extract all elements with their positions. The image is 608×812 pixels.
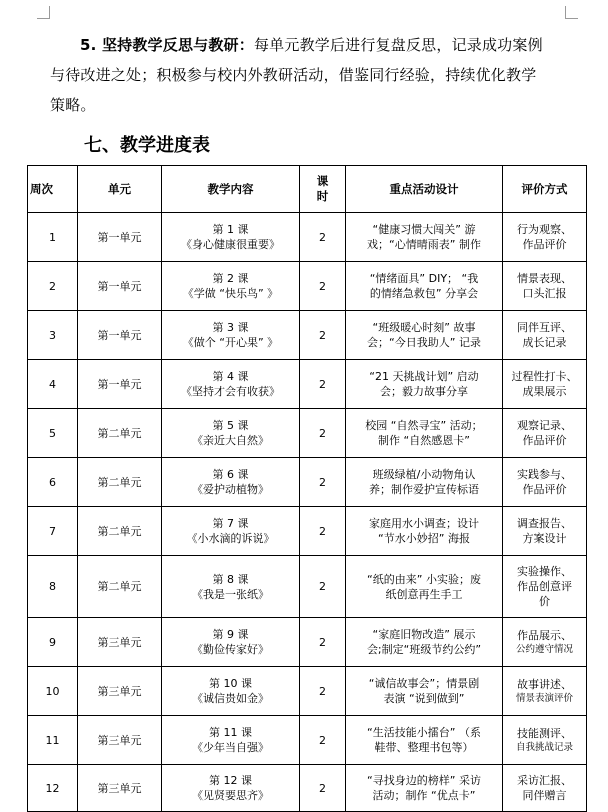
- lesson-title: 《小水滴的诉说》: [186, 532, 275, 545]
- header-hours: 课 时: [300, 166, 346, 213]
- cell-week: 9: [28, 618, 78, 667]
- cell-content: [162, 556, 300, 618]
- evaluation-line1: 技能测评、: [517, 726, 572, 740]
- header-activity: 重点活动设计: [346, 166, 503, 213]
- cell-hours: 2: [300, 458, 346, 507]
- table-row: [28, 409, 587, 458]
- lesson-title: 《勤俭传家好》: [192, 643, 269, 656]
- cell-activity: [346, 556, 503, 618]
- evaluation-line1: 行为观察、: [517, 223, 572, 236]
- activity-line1: “情绪面具” DIY； “我: [369, 272, 479, 285]
- lesson-number: 第 5 课: [212, 419, 249, 432]
- activity-line1: “21 天挑战计划” 启动: [369, 370, 479, 383]
- section-5-lead: 5. 坚持教学反思与教研：: [80, 36, 254, 54]
- evaluation-line1: 情景表现、: [517, 272, 572, 285]
- activity-line1: “班级暖心时刻” 故事: [372, 321, 476, 334]
- cell-hours: 2: [300, 213, 346, 262]
- evaluation-line2: 公约遵守情况: [515, 643, 573, 655]
- lesson-number: 第 7 课: [212, 517, 249, 530]
- activity-line2: 鞋带、整理书包等）: [374, 741, 474, 754]
- cell-hours: 2: [300, 262, 346, 311]
- lesson-title: 《爱护动植物》: [192, 483, 269, 496]
- evaluation-line2: 口头汇报: [522, 287, 567, 300]
- cell-activity: [346, 360, 503, 409]
- lesson-title: 《身心健康很重要》: [181, 238, 280, 251]
- header-unit: 单元: [78, 166, 162, 213]
- lesson-number: 第 12 课: [209, 774, 252, 787]
- activity-line1: “寻找身边的榜样” 采访: [367, 774, 481, 787]
- activity-line1: 家庭用水小调查；设计: [369, 517, 479, 530]
- section-5-line2: 与待改进之处；积极参与校内外教研活动，借鉴同行经验，持续优化教学: [50, 66, 537, 84]
- cell-content: [162, 360, 300, 409]
- cell-hours: 2: [300, 507, 346, 556]
- activity-line1: “健康习惯大闯关” 游: [372, 223, 476, 236]
- cell-week: 7: [28, 507, 78, 556]
- evaluation-line2: 同伴赠言: [522, 789, 567, 802]
- cell-week: 3: [28, 311, 78, 360]
- cell-week: 10: [28, 667, 78, 716]
- cell-content: [162, 765, 300, 812]
- cell-activity: [346, 618, 503, 667]
- lesson-title: 《坚持才会有收获》: [181, 385, 280, 398]
- header-evaluation: 评价方式: [503, 166, 587, 213]
- cell-week: 11: [28, 716, 78, 765]
- lesson-title: 《学做 “快乐鸟” 》: [182, 287, 279, 300]
- activity-line1: 校园 “自然寻宝” 活动；: [365, 419, 483, 432]
- cell-unit: 第一单元: [78, 262, 162, 311]
- table-row: [28, 360, 587, 409]
- lesson-number: 第 11 课: [209, 726, 252, 739]
- cell-evaluation: [503, 507, 587, 556]
- table-row: [28, 556, 587, 618]
- cell-week: 4: [28, 360, 78, 409]
- lesson-number: 第 8 课: [212, 572, 249, 586]
- cell-unit: 第三单元: [78, 765, 162, 812]
- cell-evaluation: [503, 618, 587, 667]
- cell-hours: 2: [300, 556, 346, 618]
- cell-evaluation: [503, 213, 587, 262]
- cell-evaluation: [503, 716, 587, 765]
- cell-unit: 第一单元: [78, 213, 162, 262]
- activity-line1: “诚信故事会”；情景剧: [368, 677, 480, 690]
- lesson-title: 《做个 “开心果” 》: [182, 336, 279, 349]
- activity-line2: “节水小妙招” 海报: [378, 532, 470, 545]
- lesson-number: 第 4 课: [212, 370, 249, 383]
- cell-evaluation: [503, 262, 587, 311]
- lesson-title: 《少年当自强》: [192, 741, 269, 754]
- cell-hours: 2: [300, 667, 346, 716]
- lesson-number: 第 6 课: [212, 468, 249, 481]
- cell-evaluation: [503, 667, 587, 716]
- lesson-number: 第 3 课: [212, 321, 249, 334]
- cell-week: 8: [28, 556, 78, 618]
- evaluation-line2: 情景表演评价: [515, 692, 573, 704]
- header-content: 教学内容: [162, 166, 300, 213]
- evaluation-line3: 价: [539, 595, 550, 608]
- table-row: [28, 618, 587, 667]
- cell-evaluation: [503, 765, 587, 812]
- evaluation-line2: 作品创意评: [517, 580, 572, 593]
- cell-activity: [346, 765, 503, 812]
- section-5-line1: 每单元教学后进行复盘反思，记录成功案例: [253, 36, 543, 54]
- table-row: [28, 311, 587, 360]
- evaluation-line1: 采访汇报、: [517, 774, 572, 787]
- evaluation-line1: 实验操作、: [517, 565, 572, 578]
- cell-unit: 第二单元: [78, 556, 162, 618]
- cell-hours: 2: [300, 409, 346, 458]
- evaluation-line1: 实践参与、: [517, 468, 572, 481]
- cell-unit: 第二单元: [78, 409, 162, 458]
- evaluation-line1: 作品展示、: [517, 628, 572, 642]
- cell-evaluation: [503, 311, 587, 360]
- lesson-title: 《亲近大自然》: [192, 434, 269, 447]
- table-row: [28, 667, 587, 716]
- cell-evaluation: [503, 409, 587, 458]
- cell-evaluation: [503, 458, 587, 507]
- table-row: [28, 262, 587, 311]
- activity-line2: 会；“今日我助人” 记录: [367, 336, 481, 349]
- cell-unit: 第一单元: [78, 311, 162, 360]
- activity-line2: 养；制作爱护宣传标语: [369, 483, 479, 496]
- activity-line2: 会;制定“班级节约公约”: [366, 643, 482, 656]
- activity-line2: 戏；“心情晴雨表” 制作: [367, 238, 481, 251]
- cell-unit: 第三单元: [78, 667, 162, 716]
- cell-week: 1: [28, 213, 78, 262]
- table-row: [28, 507, 587, 556]
- cell-content: [162, 716, 300, 765]
- lesson-title: 《见贤要思齐》: [192, 789, 269, 802]
- cell-unit: 第一单元: [78, 360, 162, 409]
- lesson-title: 《诚信贵如金》: [192, 692, 269, 705]
- cell-unit: 第二单元: [78, 507, 162, 556]
- header-week: 周次: [28, 166, 78, 213]
- section-5-paragraph: [50, 30, 570, 120]
- evaluation-line1: 同伴互评、: [517, 321, 572, 334]
- cell-activity: [346, 507, 503, 556]
- evaluation-line1: 调查报告、: [517, 517, 572, 530]
- evaluation-line2: 成果展示: [522, 385, 567, 398]
- cell-week: 5: [28, 409, 78, 458]
- cell-content: [162, 667, 300, 716]
- activity-line1: “纸的由来” 小实验；废: [367, 572, 481, 586]
- evaluation-line2: 成长记录: [522, 336, 567, 349]
- cell-unit: 第三单元: [78, 618, 162, 667]
- table-row: [28, 765, 587, 812]
- cell-activity: [346, 409, 503, 458]
- cell-activity: [346, 458, 503, 507]
- table-header-row: [28, 166, 587, 213]
- cell-activity: [346, 213, 503, 262]
- activity-line1: “家庭旧物改造” 展示: [372, 628, 476, 641]
- cell-content: [162, 213, 300, 262]
- activity-line2: 活动；制作 “优点卡”: [372, 789, 476, 802]
- cell-evaluation: [503, 556, 587, 618]
- activity-line2: 会；毅力故事分享: [380, 385, 468, 398]
- cell-evaluation: [503, 360, 587, 409]
- evaluation-line2: 自我挑战记录: [515, 741, 573, 753]
- cell-activity: [346, 667, 503, 716]
- cell-activity: [346, 716, 503, 765]
- lesson-number: 第 10 课: [209, 677, 252, 690]
- section-5-line3: 策略。: [50, 96, 96, 114]
- evaluation-line2: 方案设计: [522, 532, 567, 545]
- activity-line2: 的情绪急救包” 分享会: [369, 287, 479, 300]
- cell-unit: 第三单元: [78, 716, 162, 765]
- table-row: [28, 458, 587, 507]
- evaluation-line1: 过程性打卡、: [511, 370, 578, 383]
- table-row: [28, 213, 587, 262]
- evaluation-line2: 作品评价: [522, 238, 567, 251]
- cell-unit: 第二单元: [78, 458, 162, 507]
- cell-content: [162, 262, 300, 311]
- table-row: [28, 716, 587, 765]
- cell-content: [162, 507, 300, 556]
- schedule-heading: 七、教学进度表: [84, 135, 210, 156]
- activity-line2: 制作 “自然感恩卡”: [378, 434, 470, 447]
- cell-week: 6: [28, 458, 78, 507]
- cell-hours: 2: [300, 618, 346, 667]
- activity-line2: 纸创意再生手工: [385, 587, 463, 601]
- cell-content: [162, 458, 300, 507]
- lesson-number: 第 1 课: [212, 223, 249, 236]
- activity-line2: 表演 “说到做到”: [383, 692, 465, 705]
- cell-week: 12: [28, 765, 78, 812]
- cell-activity: [346, 311, 503, 360]
- activity-line1: 班级绿植/小动物角认: [372, 468, 476, 481]
- activity-line1: “生活技能小擂台” （系: [367, 726, 481, 739]
- evaluation-line1: 观察记录、: [517, 419, 572, 432]
- cell-content: [162, 311, 300, 360]
- evaluation-line1: 故事讲述、: [517, 677, 572, 691]
- cell-hours: 2: [300, 360, 346, 409]
- crop-mark-left: [37, 6, 50, 19]
- teaching-schedule-table: [27, 165, 587, 812]
- cell-hours: 2: [300, 311, 346, 360]
- cell-hours: 2: [300, 716, 346, 765]
- cell-activity: [346, 262, 503, 311]
- cell-week: 2: [28, 262, 78, 311]
- lesson-number: 第 2 课: [212, 272, 249, 285]
- cell-content: [162, 618, 300, 667]
- lesson-title: 《我是一张纸》: [192, 587, 269, 601]
- cell-content: [162, 409, 300, 458]
- crop-mark-right: [565, 6, 578, 19]
- cell-hours: 2: [300, 765, 346, 812]
- evaluation-line2: 作品评价: [522, 483, 567, 496]
- evaluation-line2: 作品评价: [522, 434, 567, 447]
- lesson-number: 第 9 课: [212, 628, 249, 641]
